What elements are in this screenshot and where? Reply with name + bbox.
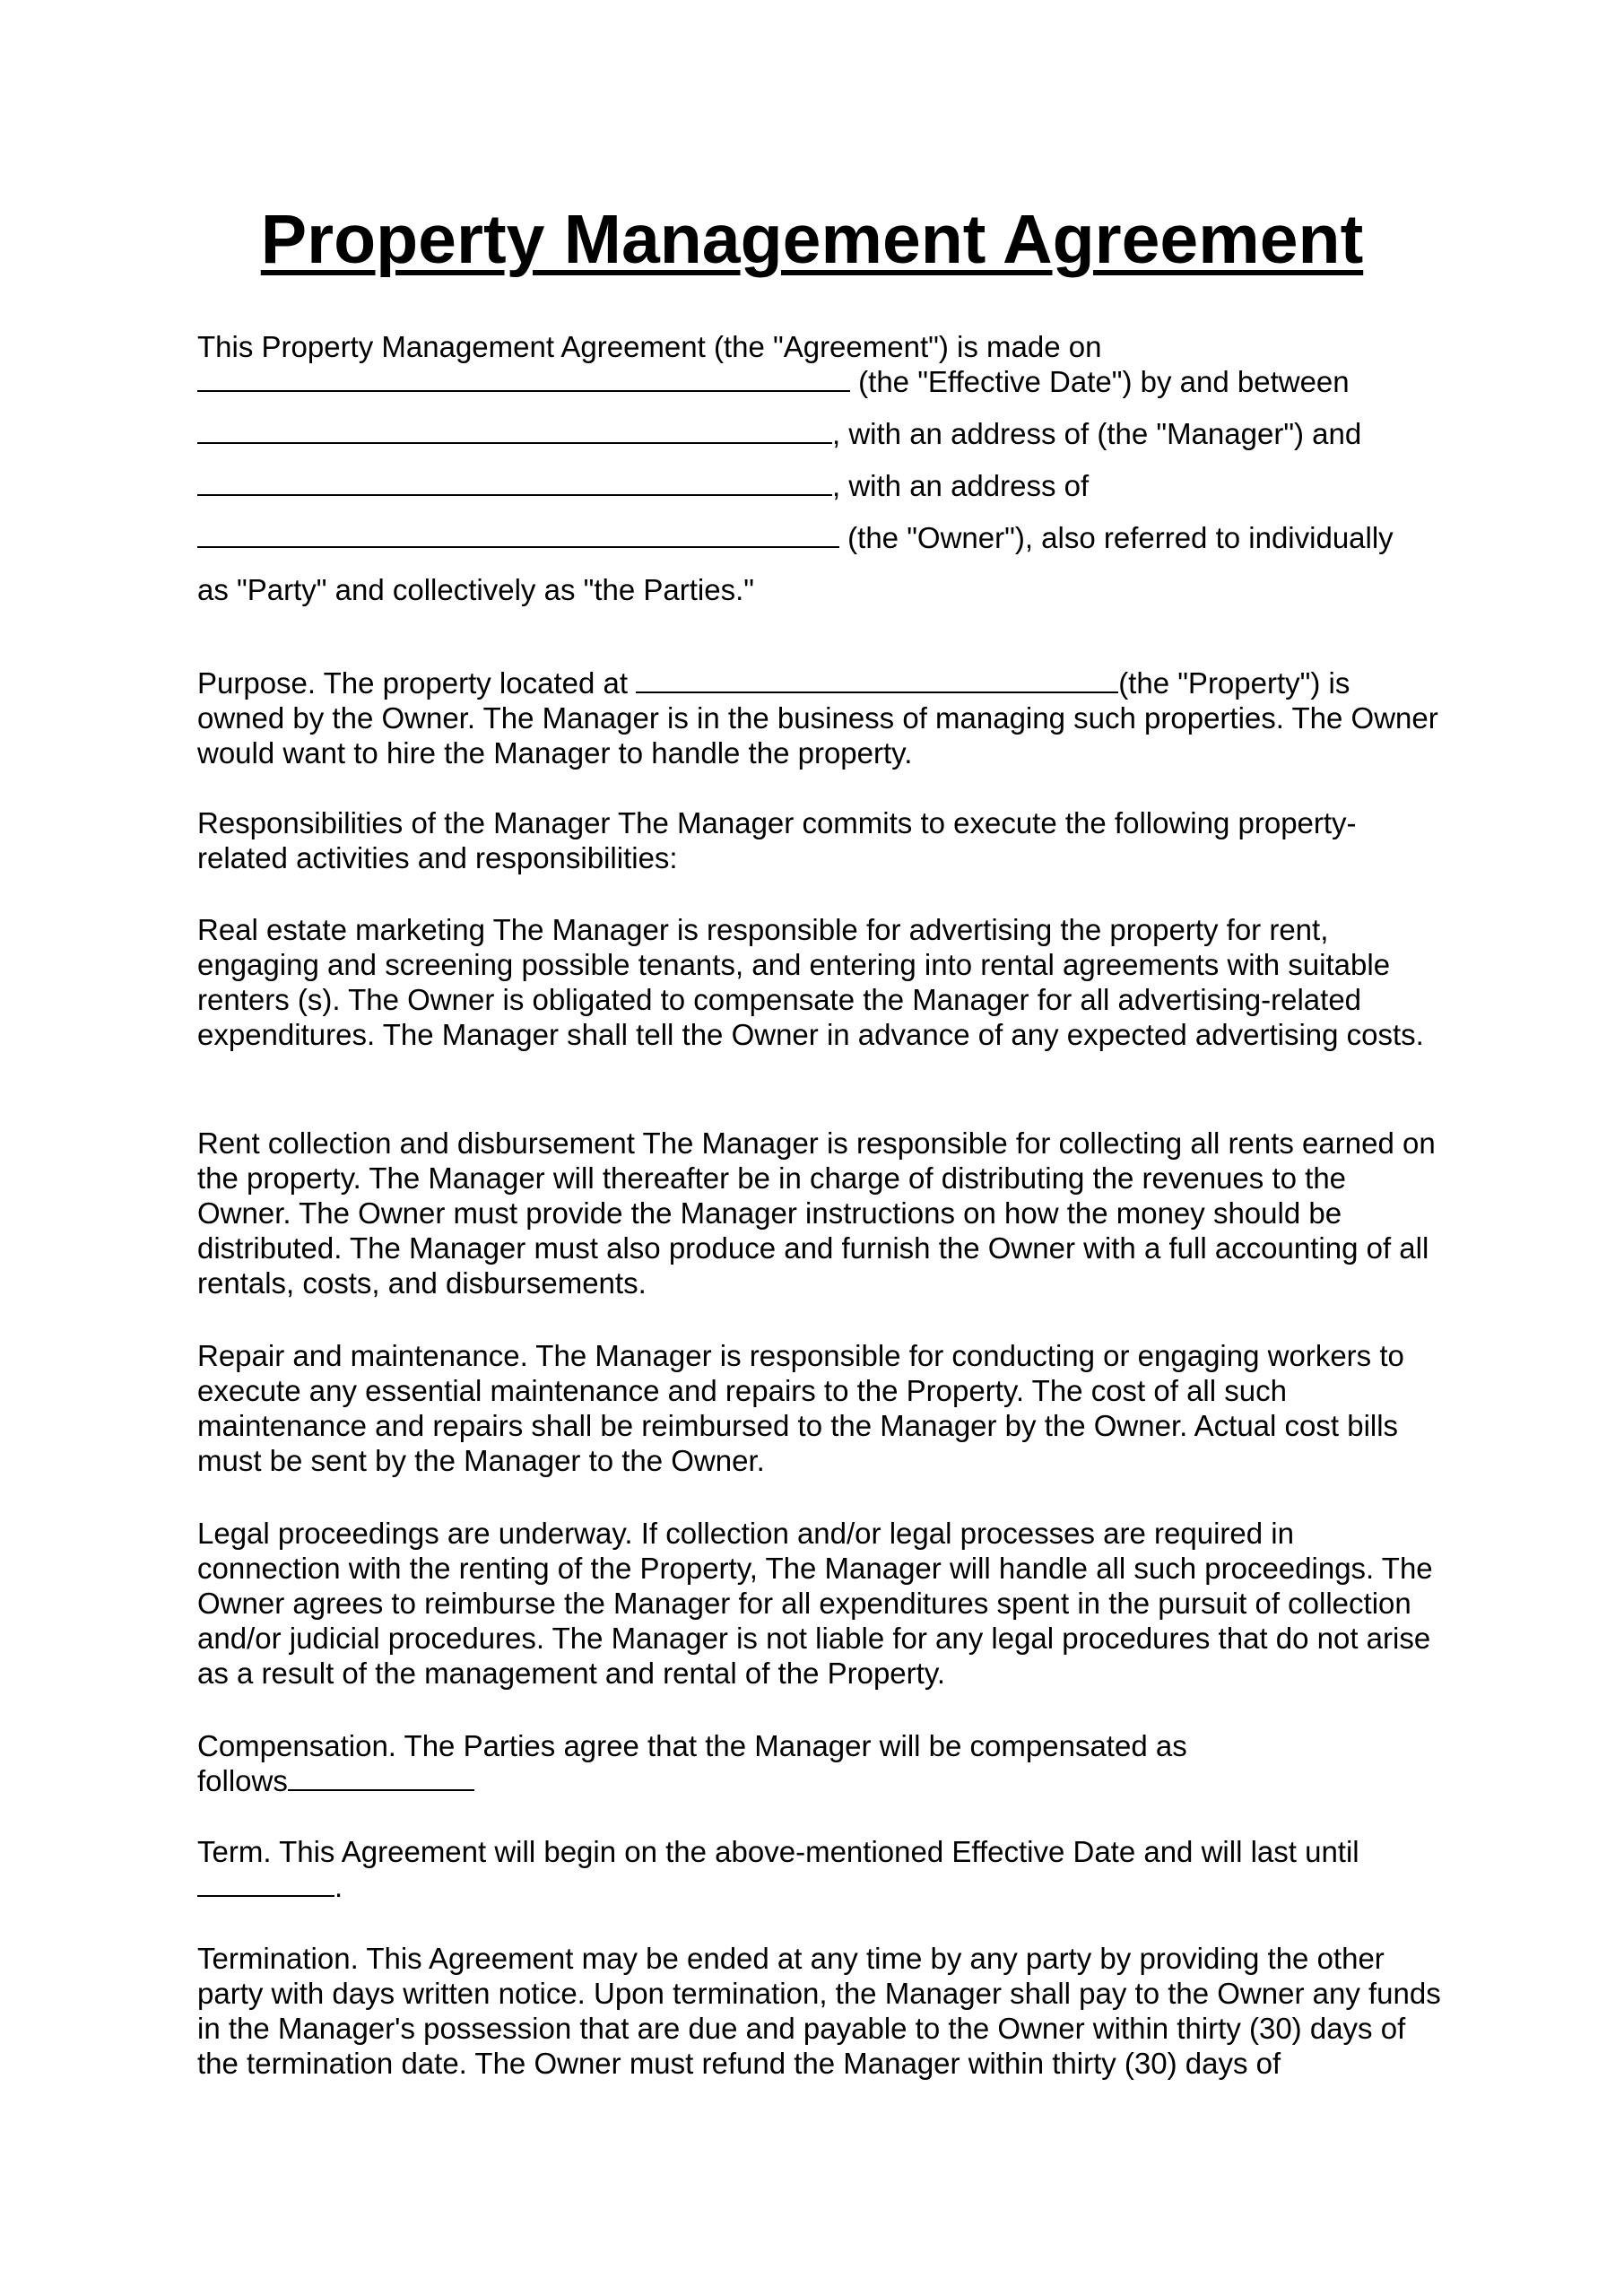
- intro-line-3: [197, 416, 1444, 451]
- intro-line-5: [197, 520, 1444, 555]
- compensation-follows: follows: [197, 1764, 288, 1797]
- compensation-line-2: [197, 1763, 1444, 1798]
- purpose-paragraph: [197, 665, 1444, 770]
- intro-line-6: as "Party" and collectively as "the Parties.": [197, 573, 754, 606]
- term-paragraph: [197, 1834, 1444, 1904]
- intro-line-3-text: , with an address of (the "Manager") and: [832, 417, 1362, 450]
- intro-line-2: [197, 364, 1444, 399]
- purpose-rest: owned by the Owner. The Manager is in the business of managing such properties. The Owner would want to hire the Manager to handle the property.: [197, 701, 1438, 770]
- marketing-paragraph: Real estate marketing The Manager is responsible for advertising the property for rent, engaging and screening possible tenants, and entering into rental agreements with suitable renters (s). The Owner is obligated to compensate the Manager for all advertising-related expenditures. The Manager shall tell the Owner in advance of any expected advertising costs.: [197, 913, 1424, 1051]
- compensation-paragraph: [197, 1728, 1444, 1798]
- manager-name-blank[interactable]: [197, 417, 832, 444]
- term-line-2: [197, 1869, 1444, 1904]
- intro-line-2-text: (the "Effective Date") by and between: [850, 365, 1350, 398]
- responsibilities-paragraph: Responsibilities of the Manager The Manager commits to execute the following property-related activities and responsibilities:: [197, 806, 1357, 874]
- repair-paragraph: Repair and maintenance. The Manager is responsible for conducting or engaging workers to execute any essential maintenance and repairs to the Property. The cost of all such maintenance and repairs shall be reimbursed to the Manager by the Owner. Actual cost bills must be sent by the Manager to the Owner.: [197, 1339, 1404, 1477]
- compensation-line-1: Compensation. The Parties agree that the Manager will be compensated as: [197, 1729, 1187, 1762]
- intro-block: [197, 329, 1444, 607]
- term-end-blank[interactable]: [197, 1870, 334, 1897]
- effective-date-blank[interactable]: [197, 365, 850, 392]
- intro-line-4-text: , with an address of: [832, 469, 1090, 502]
- purpose-line-1: [197, 665, 1444, 700]
- intro-line-1: This Property Management Agreement (the "Agreement") is made on: [197, 330, 1102, 363]
- property-address-blank[interactable]: [636, 666, 1118, 693]
- purpose-prefix: Purpose. The property located at: [197, 666, 637, 700]
- legal-paragraph: Legal proceedings are underway. If collection and/or legal processes are required in connection with the renting of the Property, The Manager will handle all such proceedings. The Owner agrees to reimburse the Manager for all expenditures spent in the pursuit of collection and/or judicial procedures. The Manager is not liable for any legal procedures that do not arise as a result of the management and rental of the Property.: [197, 1517, 1433, 1690]
- intro-line-4: [197, 468, 1444, 503]
- document-title: Property Management Agreement: [260, 201, 1364, 278]
- intro-line-5-text: (the "Owner"), also referred to individually: [839, 521, 1394, 554]
- term-line-1: Term. This Agreement will begin on the above-mentioned Effective Date and will last until: [197, 1835, 1359, 1868]
- owner-address-blank[interactable]: [197, 521, 839, 548]
- rent-collection-paragraph: Rent collection and disbursement The Manager is responsible for collecting all rents earned on the property. The Manager will thereafter be in charge of distributing the revenues to the Owner. The Owner must provide the Manager instructions on how the money should be distributed. The Manager must also produce and furnish the Owner with a full accounting of all rentals, costs, and disbursements.: [197, 1126, 1436, 1300]
- compensation-blank[interactable]: [288, 1764, 474, 1791]
- term-period: .: [334, 1870, 343, 1903]
- purpose-suffix: (the "Property") is: [1118, 666, 1350, 700]
- termination-paragraph: Termination. This Agreement may be ended at any time by any party by providing the other party with days written notice. Upon termination, the Manager shall pay to the Owner any funds in the Manager's possession that are due and payable to the Owner within thirty (30) days of the termination date. The Owner must refund the Manager within thirty (30) days of: [197, 1942, 1441, 2080]
- owner-name-blank[interactable]: [197, 469, 832, 496]
